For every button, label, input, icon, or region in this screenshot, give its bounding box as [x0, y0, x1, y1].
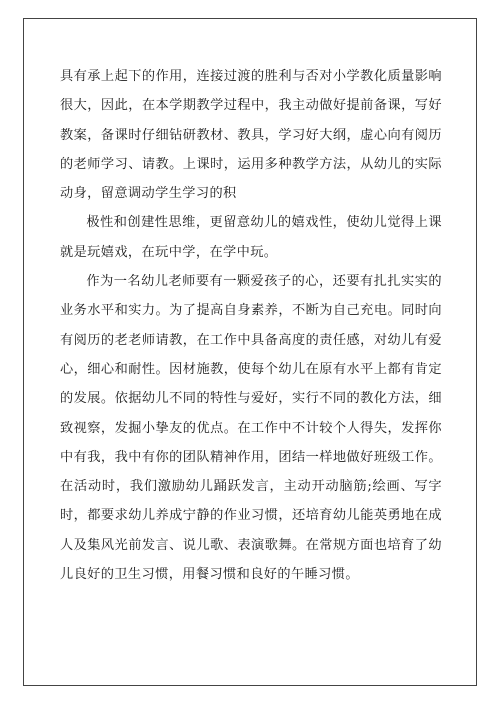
- paragraph-2: 极性和创建性思维，更留意幼儿的嬉戏性，使幼儿觉得上课就是玩嬉戏，在玩中学，在学中玩。: [60, 215, 442, 260]
- paragraph-3: 作为一名幼儿老师要有一颗爱孩子的心，还要有扎扎实实的业务水平和实力。为了提高自身素养，不断为自己充电。同时向有阅历的老老师请教，在工作中具备高度的责任感，对幼儿有爱心，细心和耐性。因材施教，使每个幼儿在原有水平上都有肯定的发展。依据幼儿不同的特性与爱好，实行不同的教化方法，细致视察，发掘小挚友的优点。在工作中不计较个人得失，发挥你中有我，我中有你的团队精神作用，团结一样地做好班级工作。在活动时，我们激励幼儿踊跃发言，主动开动脑筋;绘画、写字时，都要求幼儿养成宁静的作业习惯，还培育幼儿能英勇地在成人及集风光前发言、说儿歌、表演歌舞。在常规方面也培育了幼儿良好的卫生习惯，用餐习惯和良好的午睡习惯。: [60, 274, 442, 583]
- paragraph-1: 具有承上起下的作用，连接过渡的胜利与否对小学教化质量影响很大，因此，在本学期教学过程中，我主动做好提前备课，写好教案，备课时仔细钻研教材、教具，学习好大纲，虚心向有阅历的老师学习、请教。上课时，运用多种教学方法，从幼儿的实际动身，留意调动学生学习的积: [60, 69, 442, 202]
- document-body: [60, 62, 442, 589]
